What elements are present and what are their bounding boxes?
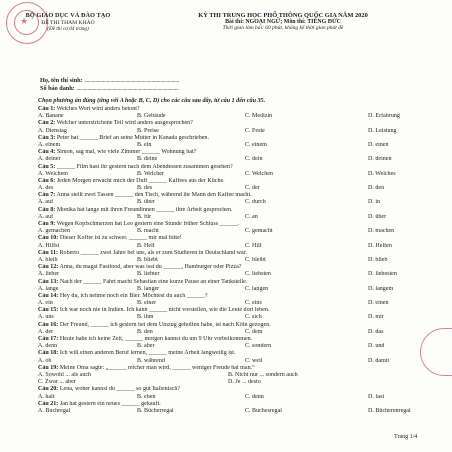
answer-option: D. Helfen: [368, 242, 392, 249]
option-row: [38, 156, 423, 163]
answer-option: A. Buchregal: [38, 407, 71, 414]
answer-option: C. gemacht: [245, 228, 273, 235]
answer-option: B. langer: [137, 285, 160, 292]
option-row: [38, 185, 423, 192]
question-text: Meine Oma sagte: „______ reicher man wird, ______ weniger Freude hat man.“: [58, 364, 255, 371]
question-number: Câu 6:: [38, 177, 56, 184]
question-number: Câu 17:: [38, 336, 59, 342]
question-item: [38, 365, 423, 387]
candidate-name-label: Họ, tên thí sinh:: [40, 77, 83, 84]
answer-option: D. einen: [368, 300, 389, 307]
question-item: [38, 401, 423, 415]
answer-option: A. uns: [38, 314, 54, 321]
answer-option: B. deine: [137, 156, 158, 163]
answer-option: B. des: [137, 185, 153, 192]
answer-option: D. über: [368, 213, 387, 220]
question-stem: [38, 235, 423, 242]
question-item: [38, 207, 423, 221]
question-stem: [38, 192, 423, 199]
question-item: [38, 164, 423, 178]
question-text: Hey du, ich nehme noch ein Bier. Möchtest du auch ______?: [58, 292, 208, 299]
answer-option: C. einem: [245, 141, 267, 148]
answer-option: B. macht: [137, 228, 159, 235]
answer-option: C. langen: [245, 285, 269, 292]
answer-option: B. eben: [137, 393, 156, 400]
question-item: [38, 264, 423, 278]
question-text: Dieser Koffer ist zu schwer. ______ mir mal bitte!: [58, 235, 182, 242]
answer-option: B. für: [137, 213, 152, 220]
answer-option: A. ein: [38, 300, 53, 307]
answer-option: B. einer: [137, 300, 157, 307]
option-row: [38, 214, 423, 221]
option-row: [38, 271, 423, 278]
answer-option: D. deinen: [368, 156, 392, 163]
option-row: [38, 228, 423, 235]
question-item: [38, 235, 423, 249]
question-stem: [38, 250, 423, 257]
question-stem: [38, 293, 423, 300]
option-row: [38, 358, 423, 365]
question-stem: [38, 221, 423, 228]
question-stem: [38, 164, 423, 171]
answer-option: C. Zwar ... aber: [38, 379, 76, 386]
answer-option: B. liebter: [137, 271, 160, 278]
answer-option: A. Hilfst: [38, 242, 60, 249]
question-number: Câu 3:: [38, 134, 56, 141]
option-row: [38, 199, 423, 206]
question-stem: [38, 401, 423, 408]
option-row: [38, 408, 423, 415]
answer-option: D. mir: [368, 314, 384, 321]
option-row: [38, 372, 423, 379]
exam-title: KỲ THI TRUNG HỌC PHỔ THÔNG QUỐC GIA NĂM 2020: [198, 12, 368, 19]
question-stem: [38, 336, 423, 343]
question-stem: [38, 307, 423, 314]
question-text: Wegen Kopfschmerzen hat Leo gestern eine Stunde früher Schluss ______.: [55, 221, 240, 227]
page-count-note: (Đề thi có 04 trang): [47, 26, 89, 32]
candidate-id-row: [40, 85, 179, 92]
question-item: [38, 192, 423, 206]
question-stem: [38, 135, 423, 142]
answer-option: A. lieber: [38, 271, 60, 278]
answer-option: A. halt: [38, 393, 55, 400]
exam-time: Thời gian làm bài: 60 phút, không kể thời gian phát đề: [222, 25, 344, 31]
option-row: [38, 113, 423, 120]
question-number: Câu 5:: [38, 163, 56, 170]
answer-option: A. gemachen: [38, 228, 70, 235]
question-stem: [38, 106, 423, 113]
question-item: [38, 307, 423, 321]
answer-option: D. damit: [368, 357, 390, 364]
instruction-text: Chọn phương án đúng (ứng với A hoặc B, C, D) cho các câu sau đây, từ câu 1 đến câu 35.: [38, 98, 266, 104]
question-number: Câu 20:: [38, 386, 59, 393]
question-number: Câu 13:: [38, 278, 59, 285]
answer-option: A. der: [38, 328, 54, 335]
answer-option: C. an: [245, 213, 258, 220]
answer-option: A. ob: [38, 357, 52, 364]
option-row: [38, 171, 423, 178]
question-text: Welcher unterstrichene Teil wird anders ausgesprochen?: [55, 120, 193, 127]
answer-option: C. Buchesregal: [245, 407, 282, 414]
answer-option: C. eins: [245, 300, 262, 307]
answer-option: D. Bücherenregal: [368, 407, 411, 414]
header-left: [18, 12, 118, 32]
question-number: Câu 15:: [38, 307, 59, 314]
question-item: [38, 336, 423, 350]
answer-option: A. lange: [38, 285, 59, 292]
answer-option: C. Feste: [245, 127, 265, 134]
question-number: Câu 21:: [38, 400, 59, 407]
answer-option: D. fast: [368, 393, 385, 400]
question-text: Lena, woher kannst du ______ so gut Italienisch?: [58, 386, 181, 393]
question-text: Ich war noch nie in Indien. Ich kann ______ nicht vorstellen, wie die Leute dort leben.: [58, 307, 270, 314]
answer-option: B. ein: [137, 141, 152, 148]
answer-option: B. aber: [137, 343, 155, 350]
answer-option: A. Banane: [38, 113, 64, 120]
answer-option: A. Sowohl ... als auch: [38, 371, 92, 378]
answer-option: D. machen: [368, 228, 395, 235]
answer-option: C. denn: [245, 393, 264, 400]
question-text: Monika hat lange mit ihren Freundinnen ______ ihre Arbeit gesprochen.: [55, 206, 233, 213]
page-number: Trang 1/4: [394, 434, 418, 440]
answer-option: D. Leistung: [368, 127, 397, 134]
option-row: [38, 314, 423, 321]
candidate-id-field: ..................................................................................: [76, 85, 179, 92]
candidate-id-label: Số báo danh:: [40, 85, 75, 92]
question-text: Peter hat ______ Brief an seine Mutter in Kanada geschrieben.: [55, 134, 209, 141]
question-item: [38, 106, 423, 120]
question-stem: [38, 350, 423, 357]
question-number: Câu 9:: [38, 221, 56, 227]
candidate-name-row: [40, 77, 179, 84]
ministry-name: BỘ GIÁO DỤC VÀ ĐÀO TẠO: [25, 12, 111, 19]
answer-option: C. Medizin: [245, 113, 273, 120]
answer-option: B. Helf: [137, 242, 155, 249]
answer-option: C. Hilf: [245, 242, 262, 249]
question-stem: [38, 279, 423, 286]
question-stem: [38, 386, 423, 393]
question-stem: [38, 149, 423, 156]
answer-option: C. durch: [245, 199, 266, 206]
answer-option: A. Welchem: [38, 170, 68, 177]
answer-option: D. einen: [368, 141, 389, 148]
candidate-name-field: ............................................................................: [84, 77, 179, 84]
question-item: [38, 135, 423, 149]
option-row: [38, 128, 423, 135]
answer-option: A. auf: [38, 199, 54, 206]
answer-option: B. Welcher: [137, 170, 164, 177]
question-item: [38, 221, 423, 235]
option-row: [38, 257, 423, 264]
answer-option: B. über: [137, 199, 155, 206]
answer-option: C. sondern: [245, 343, 272, 350]
answer-option: A. des: [38, 185, 54, 192]
answer-option: A. deiner: [38, 156, 61, 163]
answer-option: C. der: [245, 185, 260, 192]
answer-option: C. Welchen: [245, 170, 273, 177]
question-number: Câu 7:: [38, 192, 56, 199]
answer-option: C. dein: [245, 156, 263, 163]
answer-option: D. langem: [368, 285, 394, 292]
answer-option: B. während: [137, 357, 165, 364]
question-text: Welches Wort wird anders betont?: [55, 106, 140, 112]
question-text: Der Freund, ______ ich gestern bei dem Umzug geholfen habe, ist nach Köln gezogen.: [58, 321, 271, 328]
question-text: Simon, sag mal, wie viele Zimmer ______ Wohnung hat?: [55, 149, 197, 156]
page-stamp: [420, 328, 452, 376]
exam-subject: Bài thi: NGOẠI NGỮ; Môn thi: TIẾNG ĐỨC: [225, 19, 341, 25]
answer-option: C. bleibt: [245, 256, 266, 263]
question-text: Anna stellt zwei Tassen ______ den Tisch, während ihr Mann den Kaffee macht.: [55, 192, 252, 199]
answer-option: D. in: [368, 199, 381, 206]
answer-option: A. Dienstag: [38, 127, 67, 134]
question-text: Ich will einen anderen Beruf lernen, ______ meine Arbeit langweilig ist.: [58, 350, 236, 357]
option-row: [38, 379, 423, 386]
question-item: [38, 350, 423, 364]
question-text: Anna, du magst Fastfood, aber was isst du ______, Hamburger oder Pizza?: [58, 264, 242, 271]
option-row: [38, 300, 423, 307]
answer-option: B. Bücherregal: [137, 407, 174, 414]
option-row: [38, 142, 423, 149]
option-row: [38, 243, 423, 250]
answer-option: A. denn: [38, 343, 58, 350]
question-item: [38, 120, 423, 134]
question-number: Câu 10:: [38, 235, 59, 242]
answer-option: B. Nicht nur ... sondern auch: [228, 371, 298, 378]
header-right: [148, 12, 418, 31]
answer-option: B. ihm: [137, 314, 154, 321]
answer-option: C. weil: [245, 357, 263, 364]
answer-option: D. das: [368, 328, 384, 335]
question-item: [38, 250, 423, 264]
reference-label: ĐỀ THI THAM KHẢO: [41, 20, 95, 26]
question-list: [38, 106, 423, 415]
question-stem: [38, 120, 423, 127]
answer-option: B. Gebäude: [137, 113, 166, 120]
answer-option: D. blieb: [368, 256, 388, 263]
question-number: Câu 12:: [38, 264, 59, 271]
option-row: [38, 286, 423, 293]
question-item: [38, 293, 423, 307]
option-row: [38, 394, 423, 401]
answer-option: A. bleib: [38, 256, 58, 263]
answer-option: D. und: [368, 343, 385, 350]
candidate-info: [40, 77, 179, 93]
answer-option: C. sich: [245, 314, 262, 321]
question-stem: [38, 322, 423, 329]
question-text: ______ Film hast ihr gestern nach dem Abendessen zusammen gesehen?: [55, 163, 233, 170]
answer-option: A. auf: [38, 213, 54, 220]
question-stem: [38, 264, 423, 271]
question-stem: [38, 207, 423, 214]
question-text: Jeden Morgen erwacht mich der Duft ______ Kaffees aus der Küche.: [55, 177, 225, 184]
question-number: Câu 16:: [38, 321, 59, 328]
question-text: Roberto ______ zwei Jahre bei uns, als er zum Studieren in Deutschland war.: [58, 249, 247, 256]
question-text: Nach der ______ Fahrt macht Sebastian eine kurze Pause an einer Tankstelle.: [58, 278, 248, 285]
question-number: Câu 8:: [38, 206, 56, 213]
question-item: [38, 322, 423, 336]
question-number: Câu 2:: [38, 120, 56, 127]
answer-option: D. Erfahrung: [368, 113, 400, 120]
question-number: Câu 14:: [38, 292, 59, 299]
answer-option: C. liebsten: [245, 271, 271, 278]
answer-option: C. dem: [245, 328, 263, 335]
question-number: Câu 18:: [38, 350, 59, 357]
answer-option: A. einem: [38, 141, 61, 148]
question-item: [38, 149, 423, 163]
question-number: Câu 19:: [38, 364, 59, 371]
option-row: [38, 343, 423, 350]
answer-option: D. Je ... desto: [228, 379, 261, 386]
question-number: Câu 4:: [38, 149, 56, 156]
question-text: Jan hat gestern ein neues ______ gekauft.: [58, 400, 161, 407]
answer-option: B. bliebt: [137, 256, 158, 263]
answer-option: D. Welches: [368, 170, 396, 177]
question-number: Câu 11:: [38, 249, 58, 256]
question-number: Câu 1:: [38, 106, 56, 112]
answer-option: B. den: [137, 328, 153, 335]
question-text: Heute habe ich keine Zeit, ______ morgen kannst du um 9 Uhr vorbeikommen.: [58, 336, 253, 342]
question-item: [38, 386, 423, 400]
answer-option: D. den: [368, 185, 385, 192]
answer-option: D. liebesten: [368, 271, 397, 278]
seal-star-icon: ★: [20, 16, 29, 26]
question-stem: [38, 178, 423, 185]
question-stem: [38, 365, 423, 372]
option-row: [38, 329, 423, 336]
question-item: [38, 279, 423, 293]
answer-option: B. Preise: [137, 127, 159, 134]
question-item: [38, 178, 423, 192]
